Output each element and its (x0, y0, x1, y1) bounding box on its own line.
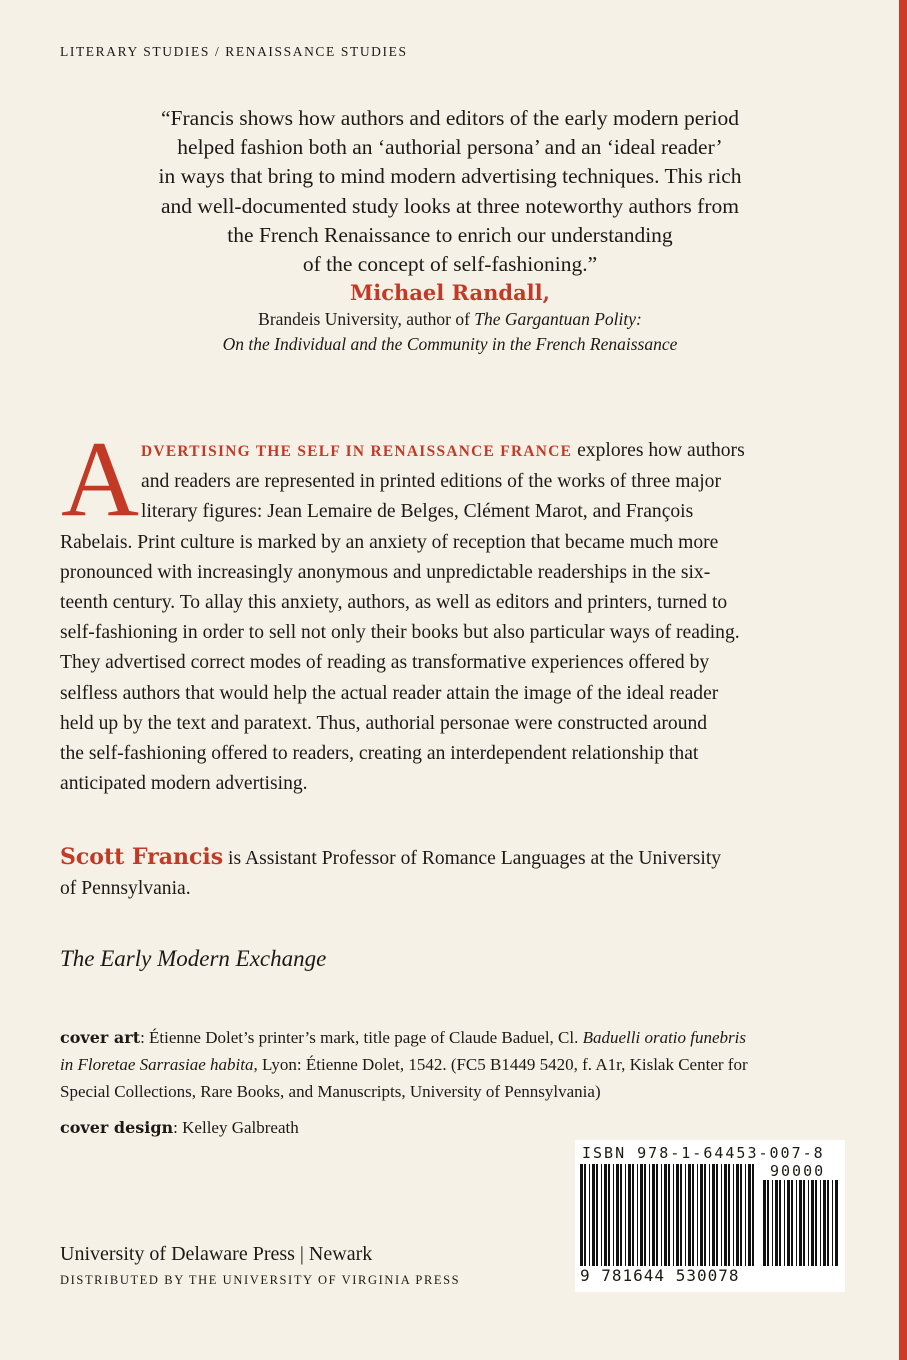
description-line: and readers are represented in printed editions of the works of three major (141, 471, 721, 493)
book-description (60, 436, 840, 799)
publisher-imprint: University of Delaware Press | Newark (60, 1243, 373, 1265)
barcode-bar (832, 1180, 833, 1266)
barcode-bar (625, 1164, 626, 1266)
quote-line: and well-documented study looks at three noteworthy authors from (161, 193, 739, 218)
barcode-bar (668, 1164, 670, 1266)
cover-art-italic-2: in Floretae Sarrasiae habita (60, 1055, 254, 1074)
barcode-bar (616, 1164, 619, 1266)
barcode-bar (580, 1164, 583, 1266)
description-line: held up by the text and paratext. Thus, authorial personae were constructed around (60, 712, 708, 734)
barcode-bar (692, 1164, 694, 1266)
barcode-bar (700, 1164, 703, 1266)
barcode-bar (673, 1164, 674, 1266)
barcode-bar (775, 1180, 778, 1266)
cover-design-credit (60, 1118, 299, 1138)
barcode-bar (620, 1164, 622, 1266)
barcode-bar (820, 1180, 821, 1266)
barcode-bar (697, 1164, 698, 1266)
quote-line: “Francis shows how authors and editors of the early modern period (161, 106, 739, 130)
cover-art-text: : Étienne Dolet’s printer’s mark, title page of Claude Baduel, Cl. (140, 1028, 583, 1047)
barcode-bar (728, 1164, 730, 1266)
barcode-bar (704, 1164, 706, 1266)
cover-art-line3: Special Collections, Rare Books, and Manuscripts, University of Pennsylvania) (60, 1082, 601, 1101)
description-line: pronounced with increasingly anonymous and unpredictable readerships in the six- (60, 561, 711, 583)
price-barcode (763, 1180, 839, 1266)
barcode-bar (632, 1164, 634, 1266)
red-spine-edge (899, 0, 907, 1360)
barcode-bar (592, 1164, 595, 1266)
cover-design-label: cover design (60, 1118, 174, 1137)
category-label: LITERARY STUDIES / RENAISSANCE STUDIES (60, 44, 408, 59)
barcode-bar (740, 1164, 742, 1266)
author-name: Scott Francis (60, 844, 224, 870)
reviewer-book-subtitle: On the Individual and the Community in the French Renaissance (222, 334, 678, 355)
barcode-bar (628, 1164, 631, 1266)
barcode-bar (716, 1164, 718, 1266)
barcode-bar (709, 1164, 710, 1266)
barcode-bar (604, 1164, 607, 1266)
barcode-bar (685, 1164, 686, 1266)
barcode-bar (736, 1164, 739, 1266)
barcode-bar (676, 1164, 679, 1266)
isbn-barcode (580, 1164, 758, 1266)
reviewer-book-title: The Gargantuan Polity: (474, 309, 642, 330)
quote-line: helped fashion both an ‘authorial persona’ and an ‘ideal reader’ (177, 135, 723, 160)
cover-art-credit (60, 1024, 840, 1105)
cover-art-line2 (60, 1051, 840, 1078)
barcode-bar (613, 1164, 614, 1266)
reviewer-affiliation-line2 (60, 332, 840, 357)
barcode-bar (745, 1164, 746, 1266)
drop-cap: A (61, 420, 139, 539)
barcode-bar (688, 1164, 691, 1266)
quote-line: the French Renaissance to enrich our understanding (227, 222, 673, 247)
barcode-bar (796, 1180, 797, 1266)
barcode-bar (799, 1180, 802, 1266)
description-line: They advertised correct modes of reading as transformative experiences offered by (60, 652, 710, 674)
barcode-bar (644, 1164, 646, 1266)
barcode-bar (808, 1180, 809, 1266)
barcode-bar (712, 1164, 715, 1266)
description-line: anticipated modern advertising. (60, 773, 308, 795)
barcode-bar (680, 1164, 682, 1266)
barcode-bar (589, 1164, 590, 1266)
barcode-bar (661, 1164, 662, 1266)
barcode-bar (748, 1164, 751, 1266)
series-title: The Early Modern Exchange (60, 946, 327, 971)
barcode-bar (767, 1180, 769, 1266)
author-bio (60, 842, 840, 904)
description-first-line-rest: explores how authors (572, 440, 745, 461)
description-line: selfless authors that would help the actual reader attain the image of the ideal reader (60, 682, 719, 704)
barcode-bar (608, 1164, 610, 1266)
barcode-bar (803, 1180, 805, 1266)
barcode-bar (811, 1180, 814, 1266)
quote-line: of the concept of self-fashioning.” (302, 252, 598, 277)
cover-art-line1 (60, 1024, 840, 1051)
distributor-line: DISTRIBUTED BY THE UNIVERSITY OF VIRGINIA PRESS (60, 1273, 461, 1287)
barcode-bar (601, 1164, 602, 1266)
review-blurb (60, 104, 840, 357)
isbn-number: ISBN 978-1-64453-007-8 (582, 1144, 825, 1162)
barcode-bar (652, 1164, 655, 1266)
author-bio-line1 (60, 842, 840, 874)
reviewer-affiliation (60, 307, 840, 332)
description-line: the self-fashioning offered to readers, creating an interdependent relationship that (60, 743, 699, 765)
affiliation-prefix: Brandeis University, author of (258, 309, 475, 330)
barcode-bar (596, 1164, 598, 1266)
barcode-bar (733, 1164, 734, 1266)
description-line: Rabelais. Print culture is marked by an anxiety of reception that became much more (60, 531, 719, 553)
barcode-bar (823, 1180, 826, 1266)
description-line: self-fashioning in order to sell not only their books but also particular ways of reading. (60, 622, 740, 644)
barcode-bar (779, 1180, 781, 1266)
barcode-bar (664, 1164, 667, 1266)
cover-art-label: cover art (60, 1028, 141, 1047)
barcode-bar (787, 1180, 790, 1266)
barcode-bar (763, 1180, 766, 1266)
cover-art-italic: Baduelli oratio funebris (582, 1028, 746, 1047)
price-code: 90000 (770, 1162, 826, 1180)
description-line: literary figures: Jean Lemaire de Belges, Clément Marot, and François (141, 501, 694, 523)
cover-art-text-2: , Lyon: Étienne Dolet, 1542. (FC5 B1449 5420, f. A1r, Kislak Center for (253, 1055, 748, 1074)
barcode-bar (649, 1164, 650, 1266)
barcode-bar (584, 1164, 586, 1266)
description-first-line (60, 436, 840, 467)
book-title-smallcaps: DVERTISING THE SELF IN RENAISSANCE FRANCE (141, 443, 573, 460)
reviewer-name: Michael Randall, (350, 280, 550, 306)
cover-design-value: : Kelley Galbreath (173, 1118, 299, 1137)
barcode-digits: 9 781644 530078 (580, 1266, 740, 1285)
barcode-bar (827, 1180, 829, 1266)
barcode-bar (835, 1180, 838, 1266)
quote-line: in ways that bring to mind modern advertising techniques. This rich (158, 164, 742, 189)
barcode-bar (791, 1180, 793, 1266)
barcode-bar (656, 1164, 658, 1266)
barcode-bar (815, 1180, 817, 1266)
barcode-bar (640, 1164, 643, 1266)
barcode-bar (772, 1180, 773, 1266)
author-bio-rest: is Assistant Professor of Romance Languages at the University (223, 848, 722, 869)
barcode-bar (752, 1164, 754, 1266)
barcode-bar (721, 1164, 722, 1266)
barcode-bar (724, 1164, 727, 1266)
barcode-bar (637, 1164, 638, 1266)
author-bio-line2: of Pennsylvania. (60, 878, 191, 899)
barcode-bar (784, 1180, 785, 1266)
description-line: teenth century. To allay this anxiety, authors, as well as editors and printers, turned to (60, 592, 728, 614)
